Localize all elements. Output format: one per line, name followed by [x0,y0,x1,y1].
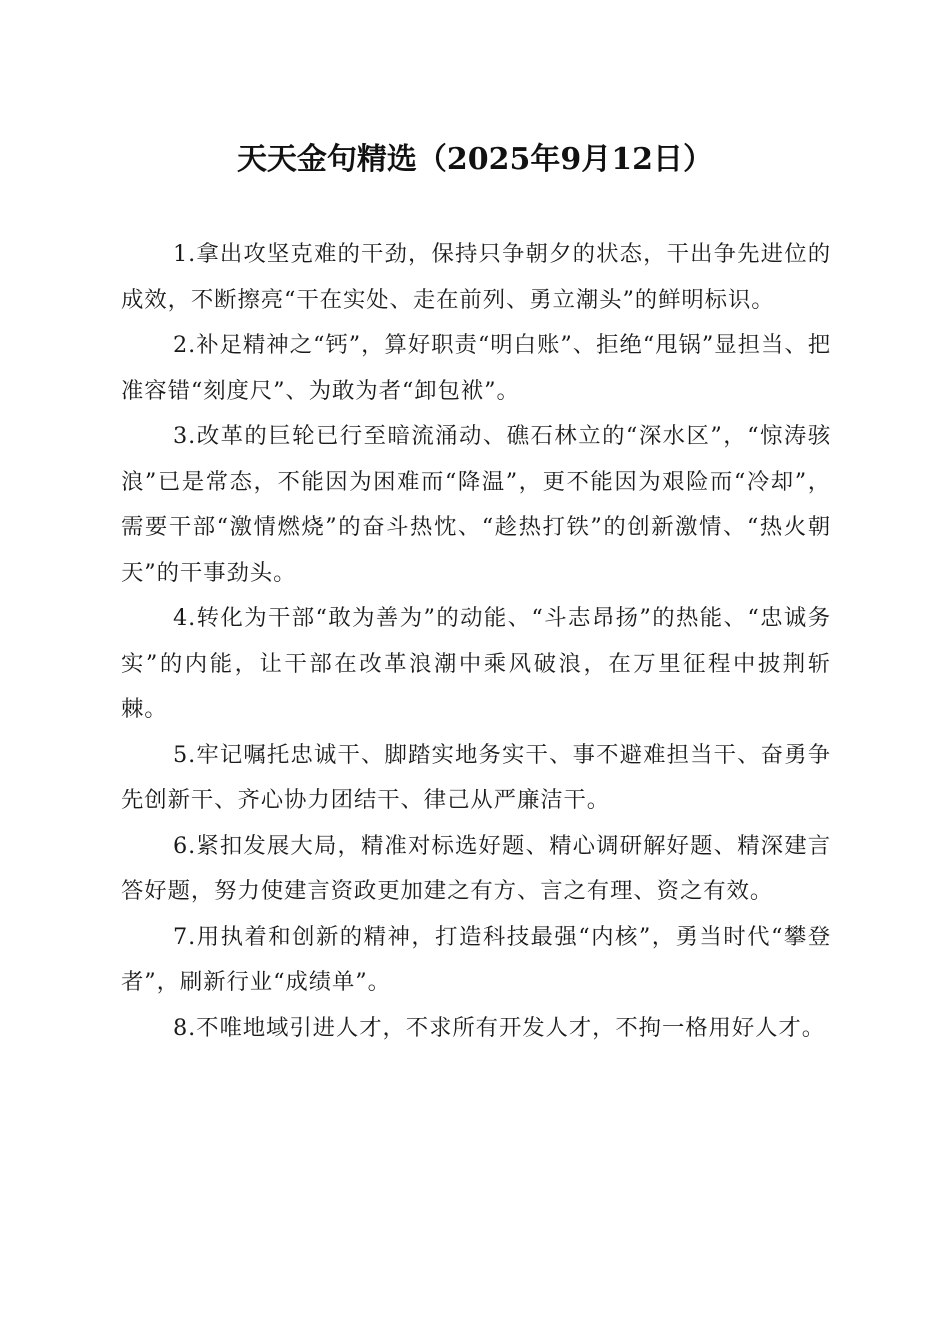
document-body [121,232,831,1051]
paragraph-8: 8.不唯地域引进人才，不求所有开发人才，不拘一格用好人才。 [173,1014,826,1041]
paragraph-6: 6.紧扣发展大局，精准对标选好题、精心调研解好题、精深建言答好题，努力使建言资政更加建之有方、言之有理、资之有效。 [121,832,831,904]
page-title: 天天金句精选（2025年9月12日） [236,142,714,177]
paragraph-3: 3.改革的巨轮已行至暗流涌动、礁石林立的“深水区”，“惊涛骇浪”已是常态，不能因为困难而“降温”，更不能因为艰险而“冷却”，需要干部“激情燃烧”的奋斗热忱、“趁热打铁”的创新激情、“热火朝天”的干事劲头。 [121,423,831,586]
paragraph-4: 4.转化为干部“敢为善为”的动能、“斗志昂扬”的热能、“忠诚务实”的内能，让干部在改革浪潮中乘风破浪，在万里征程中披荆斩棘。 [121,605,831,722]
paragraph-1: 1.拿出攻坚克难的干劲，保持只争朝夕的状态，干出争先进位的成效，不断擦亮“干在实处、走在前列、勇立潮头”的鲜明标识。 [121,241,831,313]
paragraph-5: 5.牢记嘱托忠诚干、脚踏实地务实干、事不避难担当干、奋勇争先创新干、齐心协力团结干、律己从严廉洁干。 [121,741,831,813]
paragraph-2: 2.补足精神之“钙”，算好职责“明白账”、拒绝“甩锅”显担当、把准容错“刻度尺”、为敢为者“卸包袱”。 [121,332,831,404]
paragraph-7: 7.用执着和创新的精神，打造科技最强“内核”，勇当时代“攀登者”，刷新行业“成绩单”。 [121,923,831,995]
